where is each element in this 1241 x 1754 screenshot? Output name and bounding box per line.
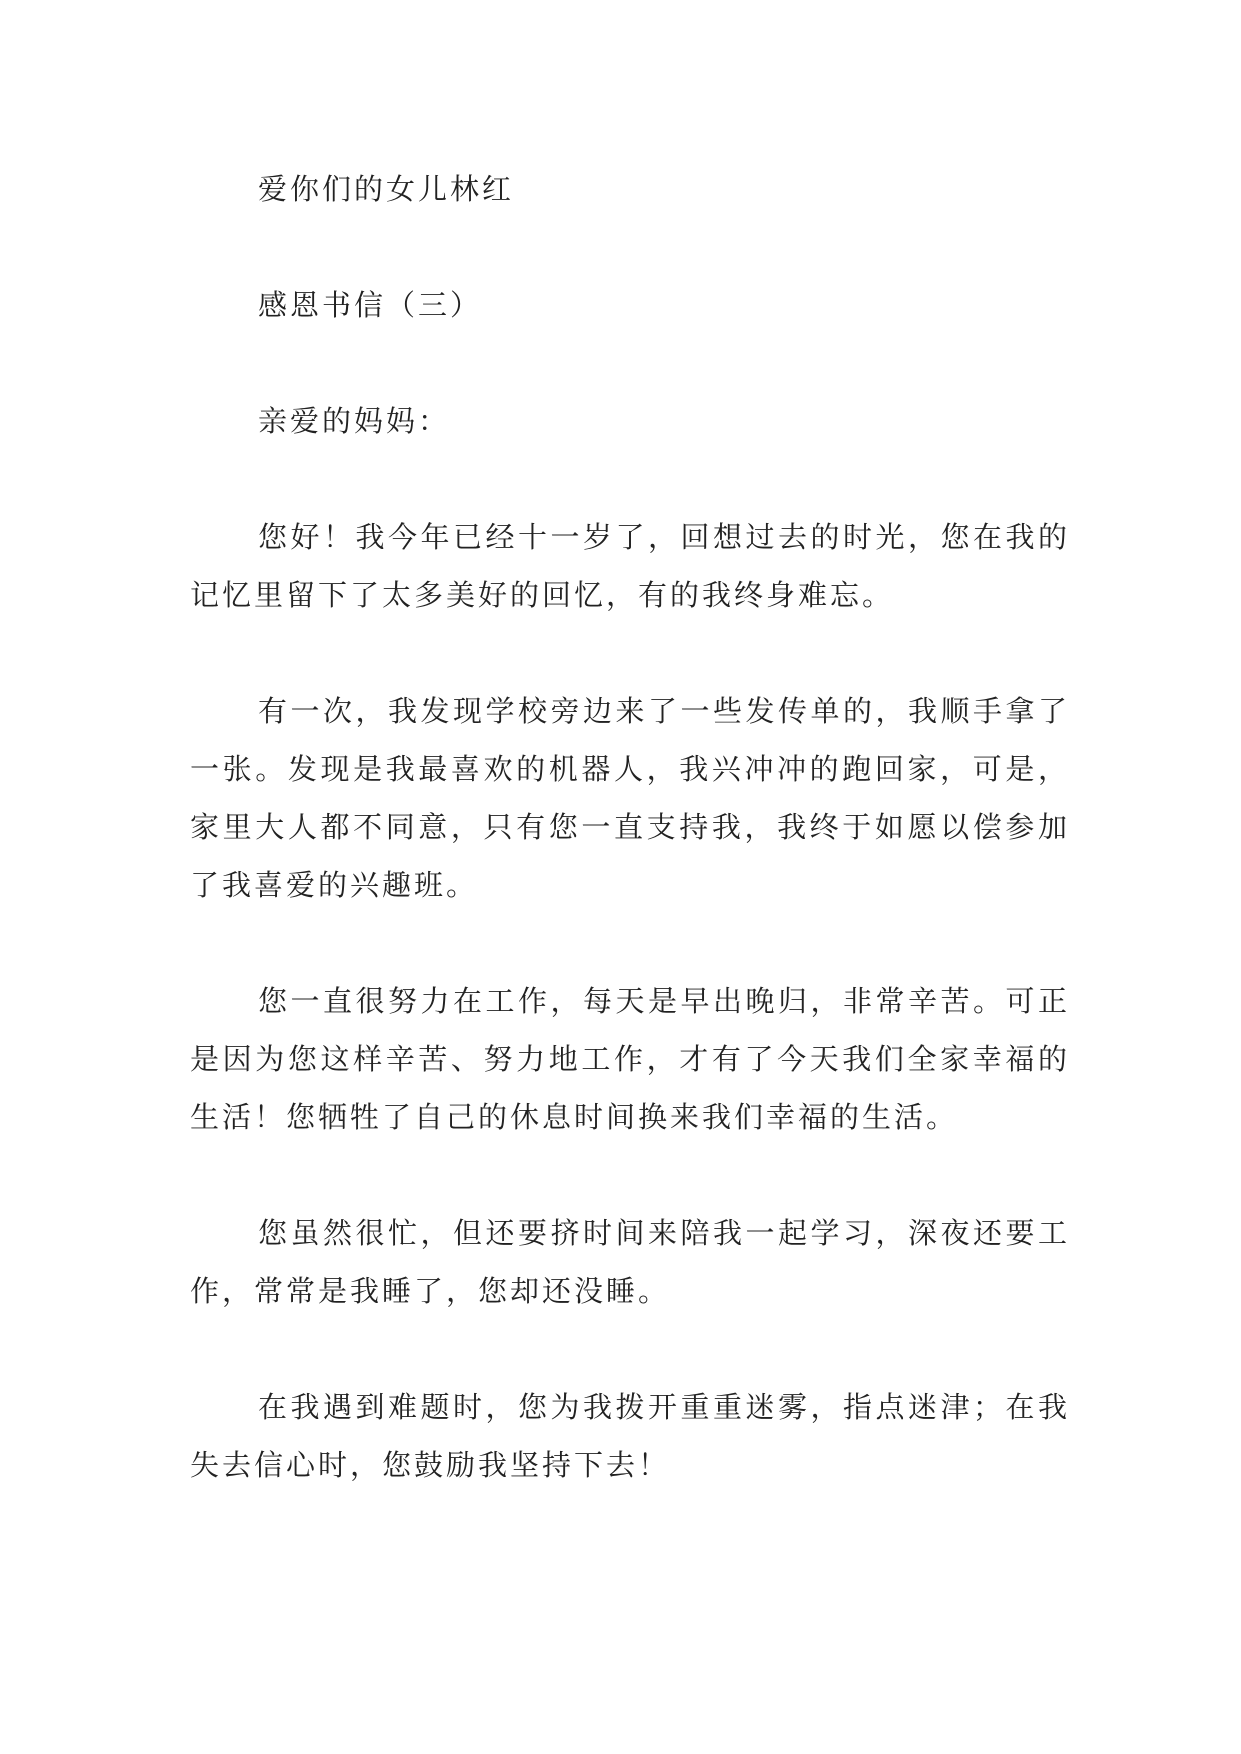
body-paragraph: 您一直很努力在工作，每天是早出晚归，非常辛苦。可正是因为您这样辛苦、努力地工作，才有了今天我们全家幸福的生活！您牺牲了自己的休息时间换来我们幸福的生活。 [190,984,1070,1134]
salutation: 亲爱的妈妈： [258,404,451,438]
letter-body [190,160,1070,1552]
body-paragraph: 您虽然很忙，但还要挤时间来陪我一起学习，深夜还要工作，常常是我睡了，您却还没睡。 [190,1216,1070,1308]
body-paragraph: 您好！我今年已经十一岁了，回想过去的时光，您在我的记忆里留下了太多美好的回忆，有的我终身难忘。 [190,520,1070,612]
body-paragraph: 有一次，我发现学校旁边来了一些发传单的，我顺手拿了一张。发现是我最喜欢的机器人，我兴冲冲的跑回家，可是，家里大人都不同意，只有您一直支持我，我终于如愿以偿参加了我喜爱的兴趣班。 [190,694,1070,902]
letter-title: 感恩书信（三） [258,288,483,322]
body-paragraph: 在我遇到难题时，您为我拨开重重迷雾，指点迷津；在我失去信心时，您鼓励我坚持下去！ [190,1390,1070,1482]
signature-line: 爱你们的女儿林红 [258,172,515,206]
